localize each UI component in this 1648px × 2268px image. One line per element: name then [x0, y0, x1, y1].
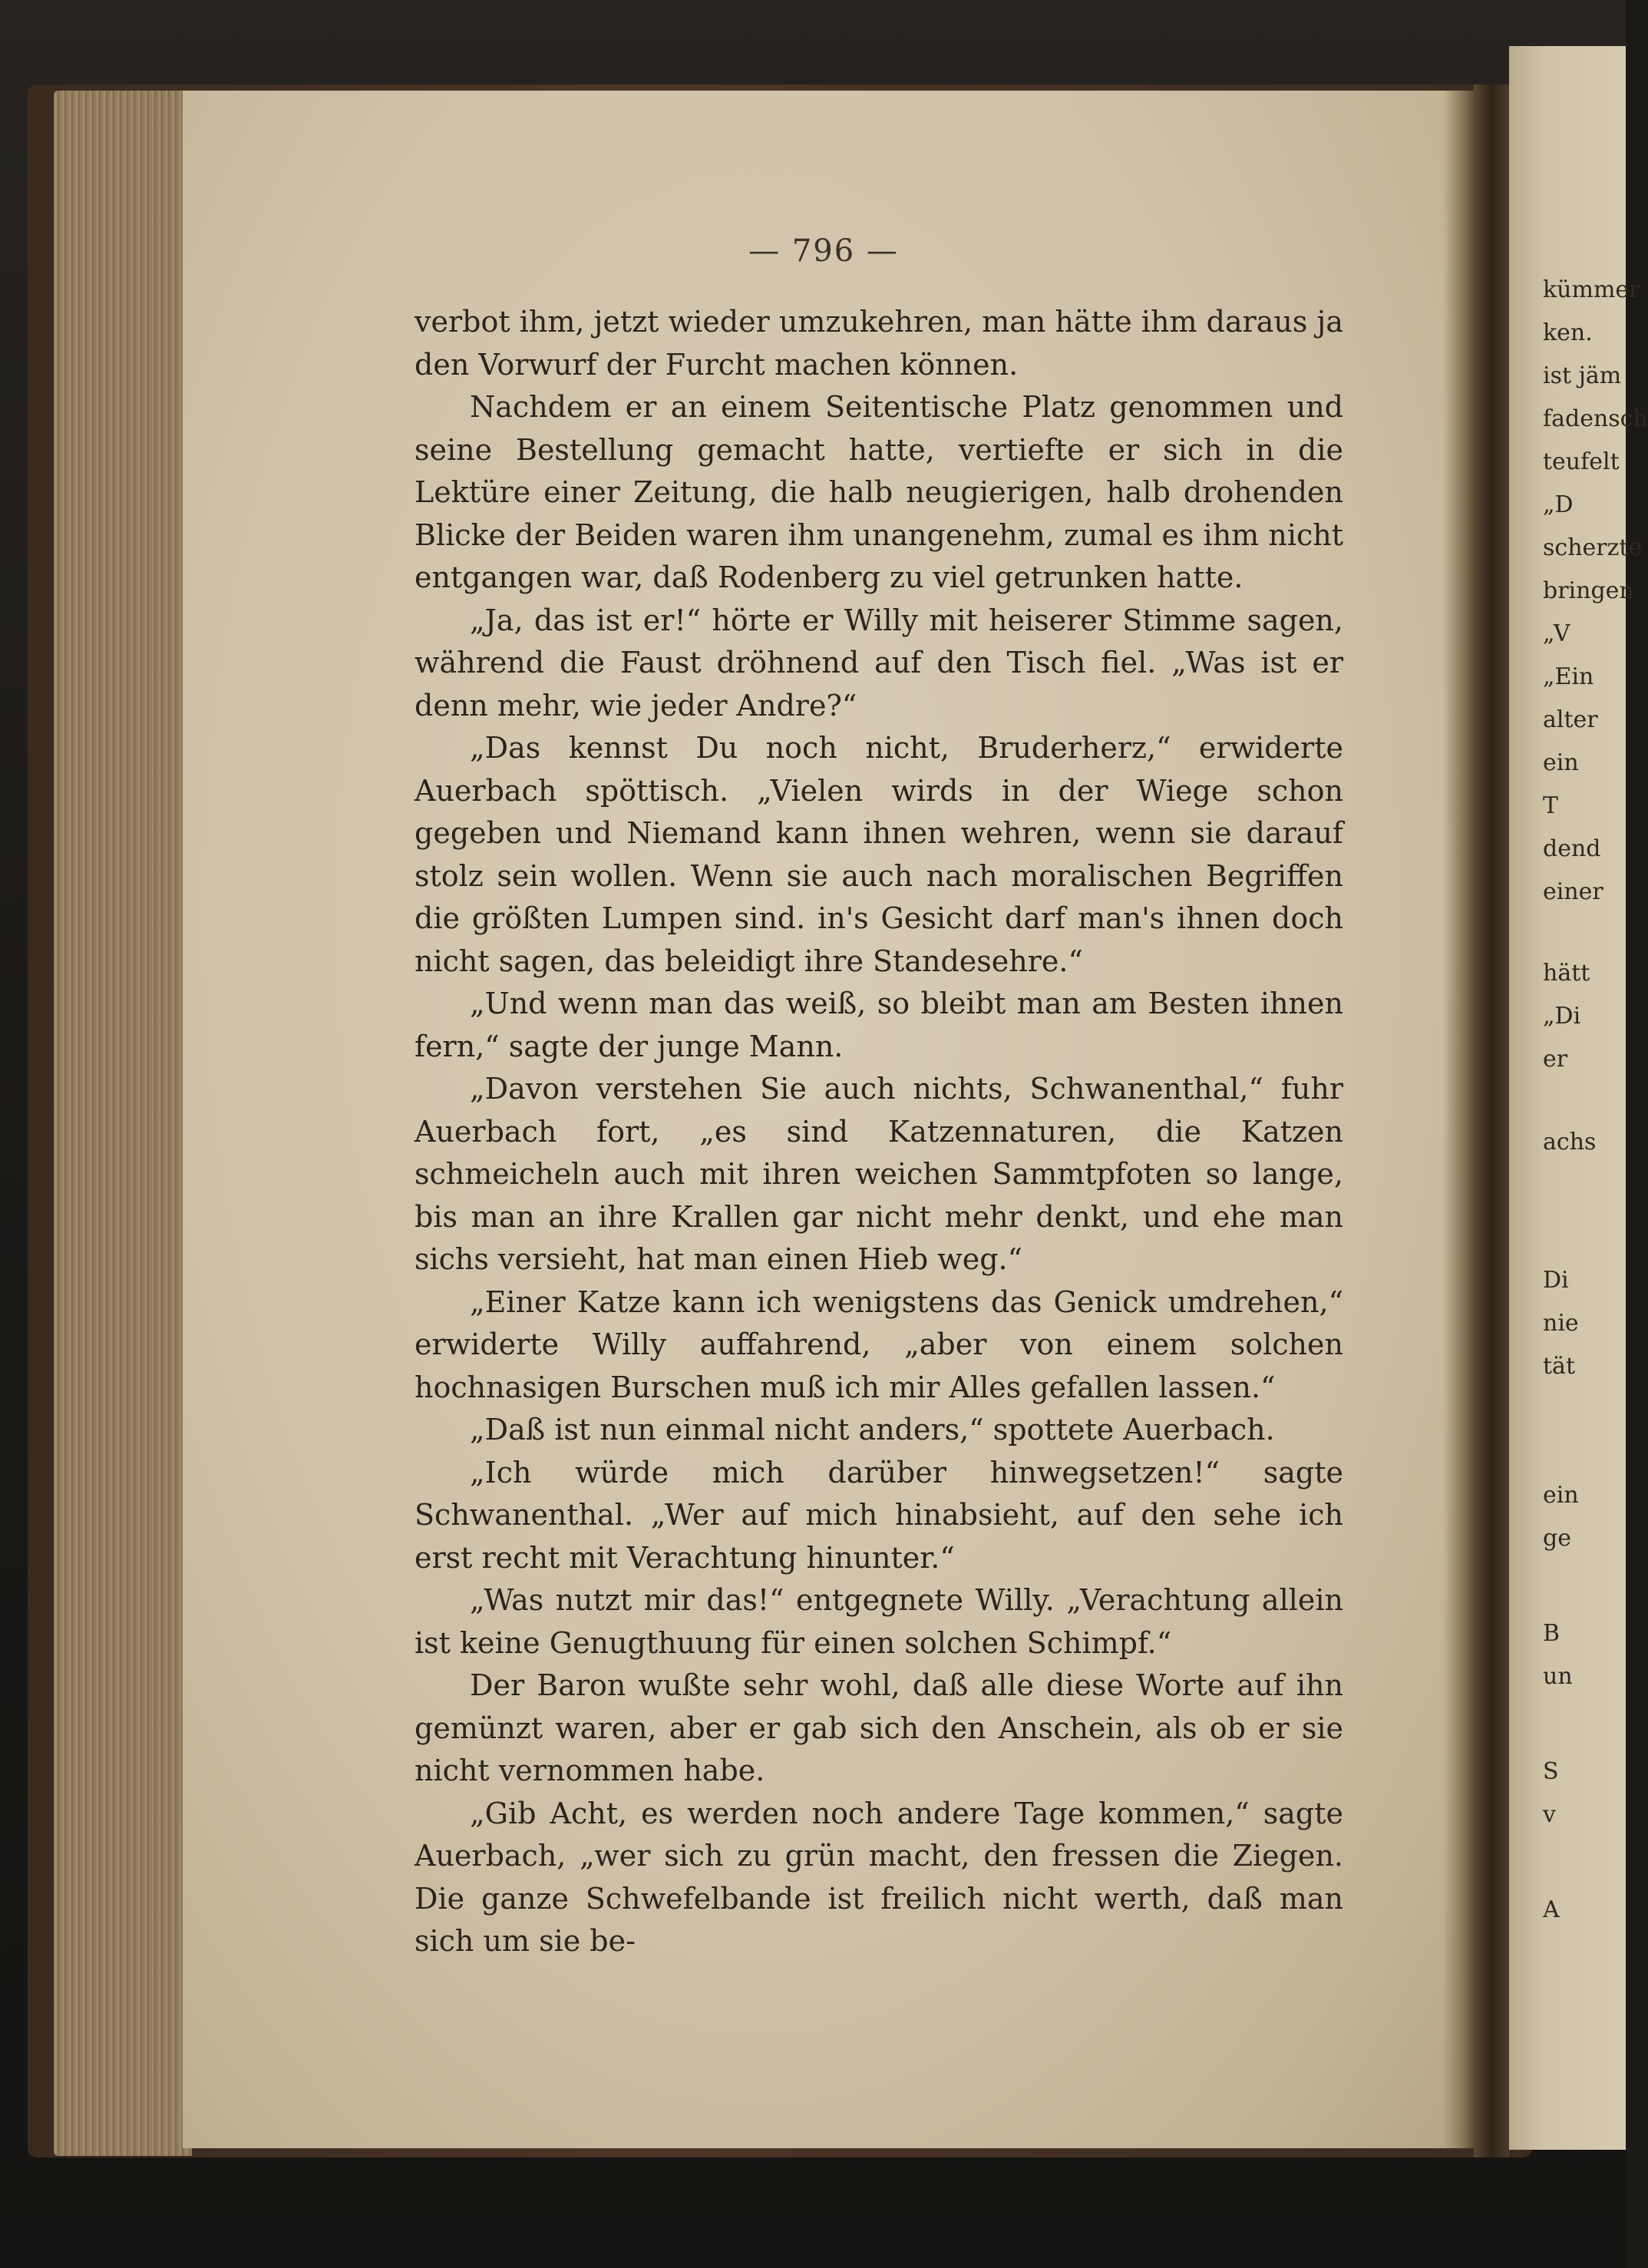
fragment: B	[1543, 1620, 1560, 1647]
book-spine	[1474, 84, 1509, 2157]
paragraph: „Ich würde mich darüber hinwegsetzen!“ sagte Schwanenthal. „Wer auf mich hinabsieht, auf den sehe ich erst recht mit Verachtung hinunter.“	[414, 1455, 1343, 1575]
paragraph: Nachdem er an einem Seitentische Platz genommen und seine Bestellung gemacht hatte, vertiefte er sich in die Lektüre einer Zeitung, die halb neugierigen, halb drohenden Blicke der Beiden waren ihm unangenehm, zumal es ihm nicht entgangen war, daß Rodenberg zu viel getrunken hatte.	[414, 390, 1343, 594]
paragraph: „Davon verstehen Sie auch nichts, Schwanenthal,“ fuhr Auerbach fort, „es sind Katzennaturen, die Katzen schmeicheln auch mit ihren weichen Sammtpfoten so lange, bis man an ihre Krallen gar nicht mehr denkt, und ehe man sichs versieht, hat man einen Hieb weg.“	[414, 1072, 1343, 1276]
fragment: kümmer	[1543, 276, 1640, 303]
right-page-edge	[1509, 46, 1648, 2150]
paragraph: „Gib Acht, es werden noch andere Tage kommen,“ sagte Auerbach, „wer sich zu grün macht, den fressen die Ziegen. Die ganze Schwefelbande ist freilich nicht werth, daß man sich um sie be-	[414, 1796, 1343, 1958]
paragraph: „Und wenn man das weiß, so bleibt man am Besten ihnen fern,“ sagte der junge Mann.	[414, 987, 1343, 1063]
fragment: T	[1543, 792, 1559, 819]
paragraph: Der Baron wußte sehr wohl, daß alle diese Worte auf ihn gemünzt waren, aber er gab sich den Anschein, als ob er sie nicht vernommen habe.	[414, 1668, 1343, 1787]
body-text	[414, 301, 1343, 1963]
fragment: un	[1543, 1663, 1573, 1690]
fragment: Di	[1543, 1267, 1569, 1294]
fragment: ge	[1543, 1525, 1571, 1552]
paragraph: verbot ihm, jetzt wieder umzukehren, man hätte ihm daraus ja den Vorwurf der Furcht machen können.	[414, 305, 1343, 382]
paragraph: „Was nutzt mir das!“ entgegnete Willy. „Verachtung allein ist keine Genugthuung für einen solchen Schimpf.“	[414, 1583, 1343, 1660]
fragment: ken.	[1543, 319, 1593, 346]
fragment: S	[1543, 1758, 1559, 1785]
fragment: scherzte	[1543, 534, 1643, 561]
fragment: er	[1543, 1046, 1568, 1073]
paragraph: „Einer Katze kann ich wenigstens das Genick umdrehen,“ erwiderte Willy auffahrend, „aber von einem solchen hochnasigen Burschen muß ich mir Alles gefallen lassen.“	[414, 1284, 1343, 1404]
fragment: „V	[1543, 620, 1570, 647]
fragment: v	[1543, 1801, 1556, 1828]
paragraph: „Das kennst Du noch nicht, Bruderherz,“ erwiderte Auerbach spöttisch. „Vielen wirds in der Wiege schon gegeben und Niemand kann ihnen wehren, wenn sie darauf stolz sein wollen. Wenn sie auch nach moralischen Begriffen die größten Lumpen sind. in's Gesicht darf man's ihnen doch nicht sagen, das beleidigt ihre Standesehre.“	[414, 731, 1343, 978]
fragment: einer	[1543, 878, 1603, 905]
fragment: „D	[1543, 491, 1574, 518]
fragment: fadensch	[1543, 405, 1648, 432]
fragment: A	[1543, 1896, 1560, 1923]
fragment: hätt	[1543, 960, 1590, 987]
fragment: ist jäm	[1543, 362, 1622, 389]
fragment: teufelt	[1543, 448, 1620, 475]
fragment: nie	[1543, 1310, 1579, 1337]
fragment: ein	[1543, 749, 1579, 776]
fragment: ein	[1543, 1482, 1579, 1509]
fragment: achs	[1543, 1129, 1597, 1155]
fragment: alter	[1543, 706, 1598, 733]
fragment: bringen	[1543, 577, 1634, 604]
paragraph: „Daß ist nun einmal nicht anders,“ spottete Auerbach.	[470, 1413, 1275, 1446]
fragment: tät	[1543, 1353, 1575, 1380]
fragment: dend	[1543, 835, 1601, 862]
gutter-shadow	[1443, 91, 1474, 2148]
page-edges	[54, 91, 192, 2156]
fragment: „Di	[1543, 1003, 1581, 1030]
page-number: — 796 —	[748, 233, 899, 269]
fragment: „Ein	[1543, 663, 1594, 690]
paragraph: „Ja, das ist er!“ hörte er Willy mit heiserer Stimme sagen, während die Faust dröhnend auf den Tisch fiel. „Was ist er denn mehr, wie jeder Andre?“	[414, 603, 1343, 722]
